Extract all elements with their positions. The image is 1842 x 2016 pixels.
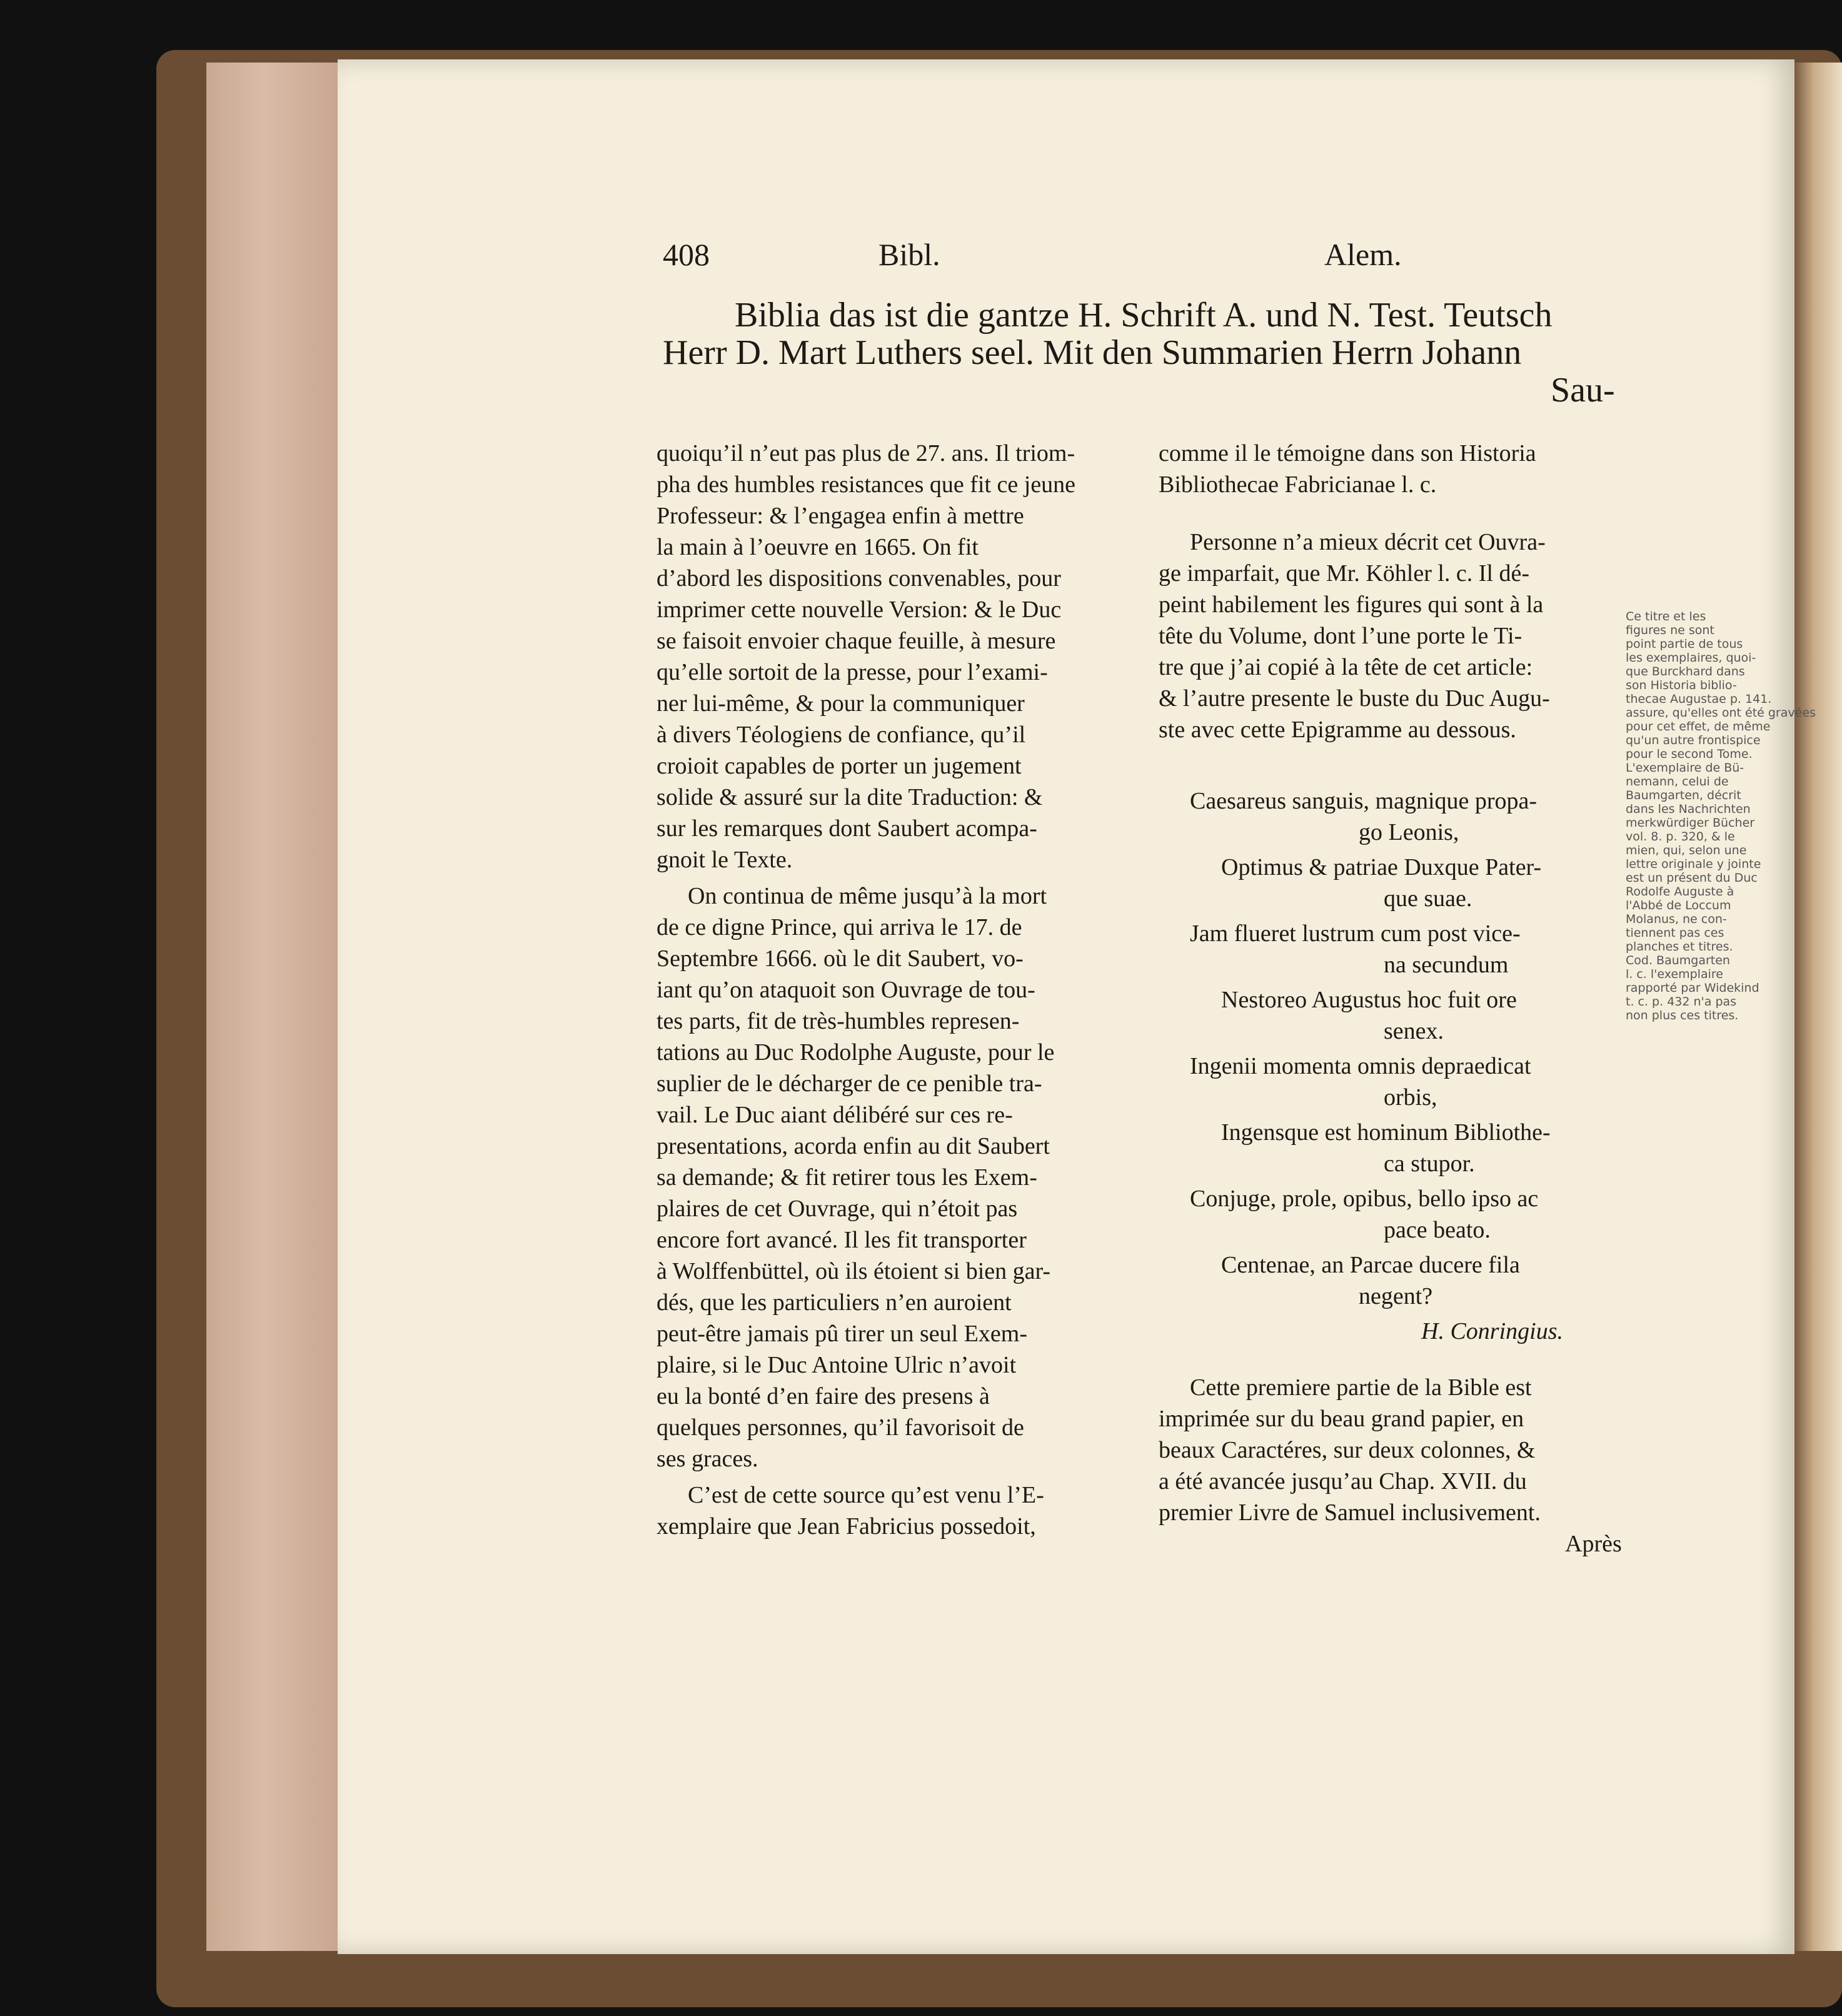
text-line: encore fort avancé. Il les fit transporter — [657, 1227, 1027, 1253]
note-line: nemann, celui de — [1626, 775, 1729, 789]
note-line: Rodolfe Auguste à — [1626, 885, 1734, 899]
note-line: Cod. Baumgarten — [1626, 954, 1730, 967]
epigram-line: Conjuge, prole, opibus, bello ipso ac — [1190, 1186, 1539, 1212]
note-line: rapporté par Widekind — [1626, 981, 1759, 995]
page-number: 408 — [663, 237, 710, 272]
text-line: vail. Le Duc aiant délibéré sur ces re- — [657, 1102, 1013, 1128]
right-column — [1159, 438, 1622, 1560]
title-catchword: Sau- — [1551, 371, 1615, 410]
note-line: tiennent pas ces — [1626, 926, 1724, 940]
header-left: Bibl. — [878, 237, 940, 272]
note-line: Molanus, ne con- — [1626, 912, 1727, 926]
note-line: les exemplaires, quoi- — [1626, 651, 1756, 665]
text-line: de ce digne Prince, qui arriva le 17. de — [657, 914, 1022, 940]
epigram-line: orbis, — [1384, 1084, 1437, 1111]
epigram-line: Caesareus sanguis, magnique propa- — [1190, 788, 1538, 814]
title-line-1: Biblia das ist die gantze H. Schrift A. und N. Test. Teutsch — [735, 296, 1553, 335]
text-line: sur les remarques dont Saubert acompa- — [657, 815, 1037, 842]
text-line: tations au Duc Rodolphe Auguste, pour le — [657, 1039, 1055, 1066]
note-line: Baumgarten, décrit — [1626, 789, 1741, 802]
epigram-author: H. Conringius. — [1421, 1318, 1563, 1344]
text-line: croioit capables de porter un jugement — [657, 753, 1022, 779]
text-line: pha des humbles resistances que fit ce jeune — [657, 471, 1076, 498]
note-line: merkwürdiger Bücher — [1626, 816, 1755, 830]
text-line: peut-être jamais pû tirer un seul Exem- — [657, 1321, 1028, 1347]
epigram-line: pace beato. — [1384, 1217, 1491, 1243]
text-line: se faisoit envoier chaque feuille, à mesure — [657, 628, 1056, 654]
note-line: t. c. p. 432 n'a pas — [1626, 995, 1737, 1009]
text-line: imprimée sur du beau grand papier, en — [1159, 1406, 1524, 1432]
note-line: qu'un autre frontispice — [1626, 733, 1761, 747]
epigram-line: go Leonis, — [1359, 819, 1459, 845]
text-line: On continua de même jusqu’à la mort — [688, 883, 1047, 909]
text-line: premier Livre de Samuel inclusivement. — [1159, 1499, 1541, 1526]
text-line: Bibliothecae Fabricianae l. c. — [1159, 471, 1437, 498]
epigram-line: senex. — [1384, 1018, 1444, 1044]
note-line: son Historia biblio- — [1626, 678, 1737, 692]
text-line: à Wolffenbüttel, où ils étoient si bien gar- — [657, 1258, 1051, 1284]
text-line: d’abord les dispositions convenables, pour — [657, 565, 1061, 592]
epigram-line: Centenae, an Parcae ducere fila — [1221, 1252, 1520, 1278]
header-right: Alem. — [1324, 237, 1402, 272]
text-line: gnoit le Texte. — [657, 847, 793, 873]
title-line-2: Herr D. Mart Luthers seel. Mit den Summarien Herrn Johann — [663, 333, 1522, 372]
text-line: eu la bonté d’en faire des presens à — [657, 1383, 990, 1409]
text-line: qu’elle sortoit de la presse, pour l’exami- — [657, 659, 1048, 685]
note-line: mien, qui, selon une — [1626, 844, 1747, 857]
text-line: plaires de cet Ouvrage, qui n’étoit pas — [657, 1196, 1018, 1222]
text-line: ge imparfait, que Mr. Köhler l. c. Il dé- — [1159, 560, 1530, 587]
text-line: xemplaire que Jean Fabricius possedoit, — [657, 1513, 1036, 1540]
text-line: Cette premiere partie de la Bible est — [1190, 1374, 1532, 1401]
text-line: la main à l’oeuvre en 1665. On fit — [657, 534, 979, 560]
text-line: solide & assuré sur la dite Traduction: & — [657, 784, 1043, 810]
text-line: quelques personnes, qu’il favorisoit de — [657, 1414, 1024, 1441]
epigram-line: que suae. — [1384, 885, 1472, 912]
text-line: & l’autre presente le buste du Duc Augu- — [1159, 685, 1550, 712]
text-line: peint habilement les figures qui sont à la — [1159, 592, 1544, 618]
text-line: dés, que les particuliers n’en auroient — [657, 1289, 1012, 1316]
note-line: thecae Augustae p. 141. — [1626, 692, 1772, 706]
text-line: beaux Caractéres, sur deux colonnes, & — [1159, 1437, 1536, 1463]
text-line: plaire, si le Duc Antoine Ulric n’avoit — [657, 1352, 1017, 1378]
note-line: dans les Nachrichten — [1626, 802, 1751, 816]
catchword: Après — [1565, 1531, 1622, 1557]
note-line: planches et titres. — [1626, 940, 1733, 954]
note-line: figures ne sont — [1626, 623, 1714, 637]
text-line: comme il le témoigne dans son Historia — [1159, 440, 1536, 466]
note-line: pour cet effet, de même — [1626, 720, 1771, 733]
epigram-line: Ingensque est hominum Bibliothe- — [1221, 1119, 1551, 1146]
text-line: à divers Téologiens de confiance, qu’il — [657, 722, 1026, 748]
text-line: a été avancée jusqu’au Chap. XVII. du — [1159, 1468, 1527, 1494]
text-line: imprimer cette nouvelle Version: & le Duc — [657, 597, 1062, 623]
text-line: Septembre 1666. où le dit Saubert, vo- — [657, 945, 1024, 972]
note-line: l'Abbé de Loccum — [1626, 899, 1731, 912]
text-line: suplier de le décharger de ce penible tra- — [657, 1071, 1042, 1097]
note-line: Ce titre et les — [1626, 610, 1706, 623]
epigram-line: Ingenii momenta omnis depraedicat — [1190, 1053, 1531, 1079]
page-edges — [206, 63, 350, 1951]
text-line: iant qu’on ataquoit son Ouvrage de tou- — [657, 977, 1035, 1003]
left-column — [657, 438, 1075, 1542]
text-line: tre que j’ai copié à la tête de cet article: — [1159, 654, 1533, 680]
text-line: presentations, acorda enfin au dit Saubert — [657, 1133, 1050, 1159]
epigram-line: Optimus & patriae Duxque Pater- — [1221, 854, 1542, 880]
note-line: vol. 8. p. 320, & le — [1626, 830, 1735, 844]
epigram-line: ca stupor. — [1384, 1151, 1475, 1177]
text-line: ses graces. — [657, 1446, 758, 1472]
note-line: pour le second Tome. — [1626, 747, 1753, 761]
epigram-line: Nestoreo Augustus hoc fuit ore — [1221, 987, 1517, 1013]
note-line: l. c. l'exemplaire — [1626, 967, 1723, 981]
handwritten-margin-note — [1626, 610, 1816, 1022]
text-line: Professeur: & l’engagea enfin à mettre — [657, 503, 1024, 529]
note-line: lettre originale y jointe — [1626, 857, 1761, 871]
text-line: ste avec cette Epigramme au dessous. — [1159, 717, 1516, 743]
text-line: C’est de cette source qu’est venu l’E- — [688, 1482, 1044, 1508]
text-line: quoiqu’il n’eut pas plus de 27. ans. Il triom- — [657, 440, 1075, 466]
note-line: que Burckhard dans — [1626, 665, 1745, 678]
note-line: assure, qu'elles ont été gravées — [1626, 706, 1816, 720]
epigram-line: negent? — [1359, 1283, 1433, 1309]
epigram-line: Jam flueret lustrum cum post vice- — [1190, 920, 1521, 947]
note-line: est un présent du Duc — [1626, 871, 1758, 885]
note-line: point partie de tous — [1626, 637, 1743, 651]
note-line: non plus ces titres. — [1626, 1009, 1739, 1022]
text-line: tête du Volume, dont l’une porte le Ti- — [1159, 623, 1522, 649]
note-line: L'exemplaire de Bü- — [1626, 761, 1744, 775]
text-line: Personne n’a mieux décrit cet Ouvra- — [1190, 529, 1546, 555]
text-line: sa demande; & fit retirer tous les Exem- — [657, 1164, 1037, 1191]
epigram-line: na secundum — [1384, 952, 1509, 978]
text-line: tes parts, fit de très-humbles represen- — [657, 1008, 1020, 1034]
text-line: ner lui-même, & pour la communiquer — [657, 690, 1025, 717]
